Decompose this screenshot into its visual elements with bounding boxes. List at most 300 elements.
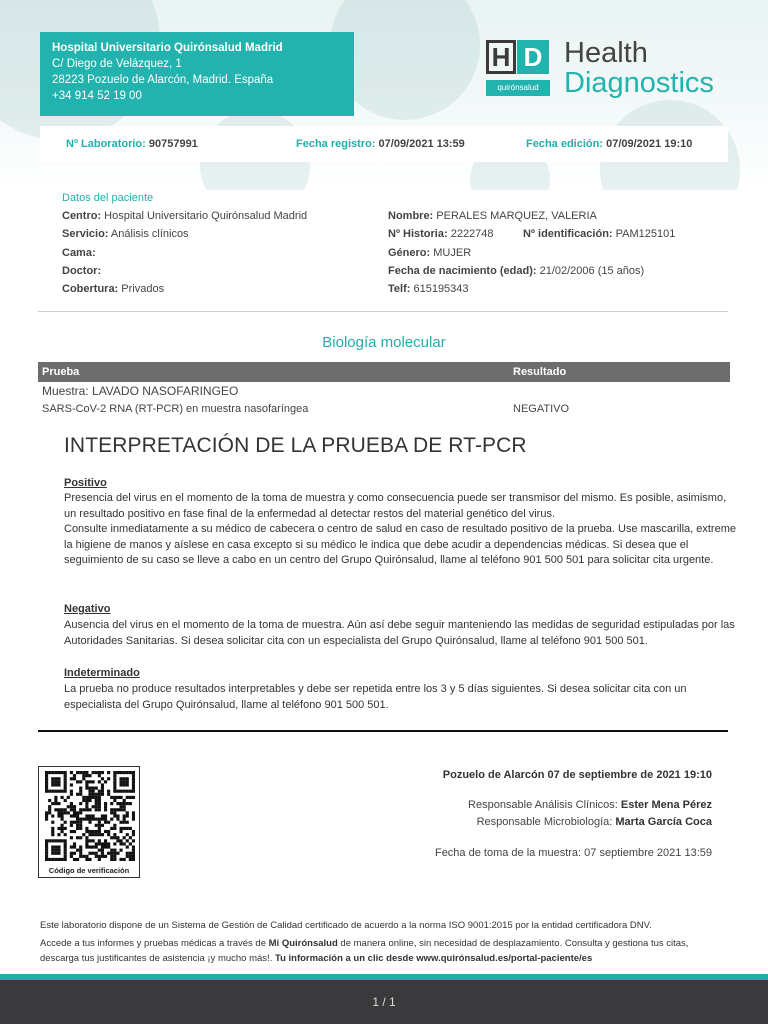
qr-module [51, 833, 54, 836]
qr-module [95, 830, 98, 833]
qr-module [110, 802, 113, 805]
qr-module [73, 814, 76, 817]
qr-module [45, 783, 48, 786]
qr-module [57, 827, 60, 830]
qr-module [73, 830, 76, 833]
qr-module [85, 839, 88, 842]
qr-module [76, 793, 79, 796]
qr-module [85, 796, 88, 799]
qr-module [45, 839, 48, 842]
col-prueba: Prueba [42, 366, 80, 378]
qr-module [70, 814, 73, 817]
qr-module [85, 805, 88, 808]
qr-module [73, 858, 76, 861]
qr-module [123, 790, 126, 793]
qr-module [45, 858, 48, 861]
positivo-heading: Positivo [64, 477, 107, 489]
qr-module [85, 771, 88, 774]
qr-module [119, 827, 122, 830]
qr-module [116, 771, 119, 774]
qr-module [64, 842, 67, 845]
qr-module [126, 771, 129, 774]
qr-module [104, 845, 107, 848]
qr-code-icon [45, 771, 135, 861]
qr-module [48, 858, 51, 861]
qr-module [76, 858, 79, 861]
qr-module [54, 839, 57, 842]
qr-module [88, 839, 91, 842]
qr-module [51, 783, 54, 786]
qr-module [64, 808, 67, 811]
qr-module [82, 799, 85, 802]
qr-module [101, 783, 104, 786]
qr-module [88, 814, 91, 817]
qr-module [79, 836, 82, 839]
qr-module [113, 824, 116, 827]
qr-module [64, 783, 67, 786]
qr-module [70, 802, 73, 805]
qr-module [64, 821, 67, 824]
logo-wordmark [564, 38, 714, 98]
qr-module [123, 836, 126, 839]
qr-module [110, 858, 113, 861]
lab-number-label: Nº Laboratorio: [66, 138, 146, 150]
qr-module [119, 777, 122, 780]
qr-module [82, 833, 85, 836]
qr-module [107, 833, 110, 836]
qr-module [85, 830, 88, 833]
qr-module [95, 771, 98, 774]
hospital-phone: +34 914 52 19 00 [52, 90, 142, 102]
qr-module [98, 824, 101, 827]
qr-module [104, 830, 107, 833]
qr-module [104, 802, 107, 805]
qr-module [113, 827, 116, 830]
qr-module [79, 827, 82, 830]
qr-module [95, 855, 98, 858]
qr-module [129, 852, 132, 855]
qr-module [57, 849, 60, 852]
qr-module [113, 836, 116, 839]
qr-module [64, 774, 67, 777]
positivo-text-2: Consulte inmediatamente a su médico de cabecera o centro de salud en caso de resultado positivo de la prueba. Use mascarilla, extreme la higiene de manos y aíslese en casa excepto si su médico le indica que debe acudir a dependencias médicas. Si desea que el seguimiento de su caso se lleve a cabo en un centro del Grupo Quirónsalud, llame al teléfono 901 500 501 para solicitar cita urgente. [64, 523, 736, 566]
qr-module [73, 774, 76, 777]
qr-module [70, 824, 73, 827]
qr-module [123, 771, 126, 774]
qr-module [123, 805, 126, 808]
qr-module [119, 805, 122, 808]
qr-module [61, 796, 64, 799]
logo-line2: Diagnostics [564, 67, 714, 99]
resp-microbiologia: Responsable Microbiología: Marta García Coca [476, 816, 712, 828]
qr-module [73, 842, 76, 845]
qr-module [95, 796, 98, 799]
qr-module [113, 790, 116, 793]
qr-module [85, 774, 88, 777]
qr-module [82, 774, 85, 777]
qr-module [129, 842, 132, 845]
qr-module [88, 774, 91, 777]
qr-module [76, 814, 79, 817]
qr-module [45, 790, 48, 793]
qr-module [61, 858, 64, 861]
qr-module [70, 845, 73, 848]
qr-module [57, 790, 60, 793]
portal-link[interactable]: Tu información a un clic desde www.quirónsalud.es/portal-paciente/es [274, 953, 593, 964]
qr-module [101, 833, 104, 836]
patient-doctor: Doctor: [62, 265, 102, 277]
qr-module [73, 777, 76, 780]
qr-module [76, 836, 79, 839]
logo-letter-d: D [517, 40, 549, 74]
qr-module [104, 855, 107, 858]
qr-module [104, 839, 107, 842]
test-result: NEGATIVO [513, 403, 570, 415]
positivo-text-1: Presencia del virus en el momento de la toma de muestra y como consecuencia puede ser transmisor del mismo. Es posible, asimismo, un resultado positivo en fase final de la enfermedad al detectar restos del material genético del virus. [64, 492, 727, 520]
qr-module [101, 814, 104, 817]
qr-module [76, 824, 79, 827]
qr-module [123, 842, 126, 845]
qr-module [76, 771, 79, 774]
patient-nacimiento: Fecha de nacimiento (edad): 21/02/2006 (15 años) [388, 265, 645, 277]
qr-module [104, 780, 107, 783]
patient-historia: Nº Historia: 2222748 [388, 228, 494, 240]
qr-module [57, 777, 60, 780]
qr-module [61, 771, 64, 774]
qr-module [54, 852, 57, 855]
qr-module [92, 845, 95, 848]
qr-module [113, 842, 116, 845]
qr-module [57, 845, 60, 848]
qr-module [116, 814, 119, 817]
qr-module [45, 852, 48, 855]
qr-module [82, 855, 85, 858]
qr-module [88, 799, 91, 802]
qr-module [67, 811, 70, 814]
qr-module [48, 790, 51, 793]
qr-module [64, 787, 67, 790]
registration-date-value: 07/09/2021 13:59 [378, 138, 465, 150]
qr-module [132, 811, 135, 814]
lab-info-bar [40, 126, 728, 162]
qr-module [88, 852, 91, 855]
quality-statement: Este laboratorio dispone de un Sistema de Gestión de Calidad certificado de acuerdo a la norma ISO 9001:2015 por la entidad certificadora DNV. [40, 920, 652, 931]
qr-module [51, 802, 54, 805]
qr-module [126, 833, 129, 836]
qr-module [88, 845, 91, 848]
qr-module [113, 787, 116, 790]
qr-module [113, 777, 116, 780]
qr-module [45, 845, 48, 848]
qr-module [101, 790, 104, 793]
hospital-address-line2: 28223 Pozuelo de Alarcón, Madrid. España [52, 74, 274, 86]
qr-module [51, 777, 54, 780]
qr-module [85, 802, 88, 805]
qr-module [119, 808, 122, 811]
qr-module [51, 830, 54, 833]
qr-module [54, 858, 57, 861]
indeterminado-text: La prueba no produce resultados interpretables y debe ser repetida entre los 3 y 5 días siguientes. Si desea solicitar cita con un especialista del Grupo Quirónsalud, llame al teléfono 901 500 501. [64, 683, 687, 711]
qr-module [45, 777, 48, 780]
qr-module [57, 808, 60, 811]
qr-module [110, 808, 113, 811]
test-name: SARS-CoV-2 RNA (RT-PCR) en muestra nasofaríngea [42, 403, 309, 415]
qr-module [119, 802, 122, 805]
qr-module [110, 818, 113, 821]
qr-module [70, 855, 73, 858]
qr-module [98, 833, 101, 836]
qr-module [119, 821, 122, 824]
qr-module [57, 839, 60, 842]
qr-module [82, 808, 85, 811]
qr-module [61, 827, 64, 830]
qr-module [51, 845, 54, 848]
logo-line1: Health [564, 37, 648, 69]
qr-module [92, 852, 95, 855]
qr-module [126, 814, 129, 817]
qr-module [119, 858, 122, 861]
qr-module [132, 796, 135, 799]
lab-number [66, 126, 198, 162]
qr-module [98, 855, 101, 858]
qr-module [92, 793, 95, 796]
qr-module [76, 818, 79, 821]
patient-telefono: Telf: 615195343 [388, 283, 469, 295]
qr-module [95, 845, 98, 848]
qr-module [57, 814, 60, 817]
qr-module [95, 852, 98, 855]
qr-module [57, 802, 60, 805]
qr-module [95, 808, 98, 811]
page-indicator: 1 / 1 [372, 995, 396, 1009]
qr-module [132, 777, 135, 780]
qr-module [79, 802, 82, 805]
qr-module [79, 852, 82, 855]
qr-module [61, 824, 64, 827]
qr-module [98, 827, 101, 830]
place-date: Pozuelo de Alarcón 07 de septiembre de 2021 19:10 [442, 769, 712, 781]
qr-module [92, 790, 95, 793]
qr-module [98, 802, 101, 805]
qr-module [64, 833, 67, 836]
hospital-info [40, 32, 354, 116]
qr-module [85, 808, 88, 811]
qr-module [126, 777, 129, 780]
qr-module [101, 842, 104, 845]
qr-module [70, 790, 73, 793]
qr-module [92, 787, 95, 790]
divider [38, 311, 728, 312]
qr-module [76, 811, 79, 814]
logo-brand-sub: quirónsalud [486, 80, 550, 96]
qr-module [45, 811, 48, 814]
qr-module [104, 808, 107, 811]
qr-module [98, 796, 101, 799]
qr-module [98, 821, 101, 824]
qr-module [61, 818, 64, 821]
qr-module [116, 796, 119, 799]
qr-module [70, 808, 73, 811]
qr-module [79, 845, 82, 848]
qr-module [88, 821, 91, 824]
qr-module [107, 845, 110, 848]
qr-module [123, 802, 126, 805]
indeterminado-heading: Indeterminado [64, 667, 140, 679]
qr-module [123, 821, 126, 824]
qr-module [107, 821, 110, 824]
patient-servicio: Servicio: Análisis clínicos [62, 228, 189, 240]
qr-module [70, 805, 73, 808]
qr-module [45, 842, 48, 845]
qr-module [116, 818, 119, 821]
qr-module [64, 839, 67, 842]
qr-module [57, 783, 60, 786]
qr-module [107, 771, 110, 774]
qr-module [126, 821, 129, 824]
qr-module [85, 845, 88, 848]
qr-module [95, 799, 98, 802]
qr-module [132, 839, 135, 842]
qr-module [61, 814, 64, 817]
qr-module [113, 780, 116, 783]
qr-module [76, 827, 79, 830]
qr-module [64, 811, 67, 814]
qr-module [104, 821, 107, 824]
qr-module [73, 811, 76, 814]
qr-module [79, 821, 82, 824]
qr-module [98, 793, 101, 796]
qr-module [98, 780, 101, 783]
qr-module [126, 802, 129, 805]
qr-module [88, 780, 91, 783]
qr-module [113, 811, 116, 814]
qr-module [64, 858, 67, 861]
section-biologia-title: Biología molecular [322, 334, 446, 351]
qr-module [116, 852, 119, 855]
qr-module [123, 858, 126, 861]
qr-module [48, 799, 51, 802]
qr-module [123, 799, 126, 802]
qr-module [64, 771, 67, 774]
qr-module [54, 771, 57, 774]
qr-module [54, 845, 57, 848]
qr-module [101, 852, 104, 855]
qr-module [45, 774, 48, 777]
qr-module [51, 821, 54, 824]
qr-module [113, 808, 116, 811]
qr-module [85, 799, 88, 802]
qr-module [132, 849, 135, 852]
qr-module [64, 852, 67, 855]
qr-module [126, 855, 129, 858]
qr-module [119, 771, 122, 774]
resp-clinicos: Responsable Análisis Clínicos: Ester Mena Pérez [468, 799, 712, 811]
qr-module [88, 793, 91, 796]
qr-module [79, 855, 82, 858]
qr-module [101, 849, 104, 852]
qr-module [95, 805, 98, 808]
qr-module [95, 793, 98, 796]
qr-module [107, 790, 110, 793]
qr-module [132, 814, 135, 817]
qr-module [54, 783, 57, 786]
qr-module [132, 771, 135, 774]
qr-module [113, 833, 116, 836]
qr-module [104, 814, 107, 817]
qr-module [82, 771, 85, 774]
qr-module [116, 808, 119, 811]
qr-module [45, 787, 48, 790]
qr-module [79, 849, 82, 852]
registration-date [296, 126, 465, 162]
qr-module [123, 818, 126, 821]
qr-module [129, 836, 132, 839]
qr-module [85, 836, 88, 839]
qr-module [92, 814, 95, 817]
qr-module [70, 836, 73, 839]
qr-module [119, 830, 122, 833]
qr-module [101, 787, 104, 790]
qr-module [64, 855, 67, 858]
qr-module [92, 780, 95, 783]
qr-module [79, 771, 82, 774]
qr-module [51, 849, 54, 852]
qr-module [119, 790, 122, 793]
qr-module [57, 852, 60, 855]
qr-module [70, 777, 73, 780]
qr-module [48, 839, 51, 842]
qr-module [54, 799, 57, 802]
qr-module [73, 805, 76, 808]
qr-module [73, 821, 76, 824]
qr-module [101, 855, 104, 858]
qr-module [70, 821, 73, 824]
qr-module [85, 780, 88, 783]
qr-module [98, 839, 101, 842]
qr-module [126, 827, 129, 830]
qr-module [92, 796, 95, 799]
patient-cobertura: Cobertura: Privados [62, 283, 165, 295]
qr-module [98, 805, 101, 808]
qr-module [79, 793, 82, 796]
qr-caption: Código de verificación [48, 866, 130, 875]
qr-module [113, 855, 116, 858]
logo-letter-h: H [486, 40, 516, 74]
qr-module [110, 855, 113, 858]
patient-identificacion: Nº identificación: PAM125101 [523, 228, 676, 240]
qr-module [95, 824, 98, 827]
qr-module [98, 849, 101, 852]
qr-module [110, 849, 113, 852]
qr-module [51, 858, 54, 861]
qr-module [67, 796, 70, 799]
patient-genero: Género: MUJER [388, 247, 472, 259]
verification-qr[interactable] [38, 766, 140, 878]
qr-module [92, 818, 95, 821]
qr-module [113, 774, 116, 777]
qr-module [98, 858, 101, 861]
qr-module [88, 833, 91, 836]
qr-module [79, 780, 82, 783]
qr-module [79, 808, 82, 811]
qr-module [129, 771, 132, 774]
qr-module [54, 796, 57, 799]
qr-module [132, 783, 135, 786]
qr-module [79, 818, 82, 821]
qr-module [129, 858, 132, 861]
qr-module [116, 836, 119, 839]
qr-module [45, 814, 48, 817]
